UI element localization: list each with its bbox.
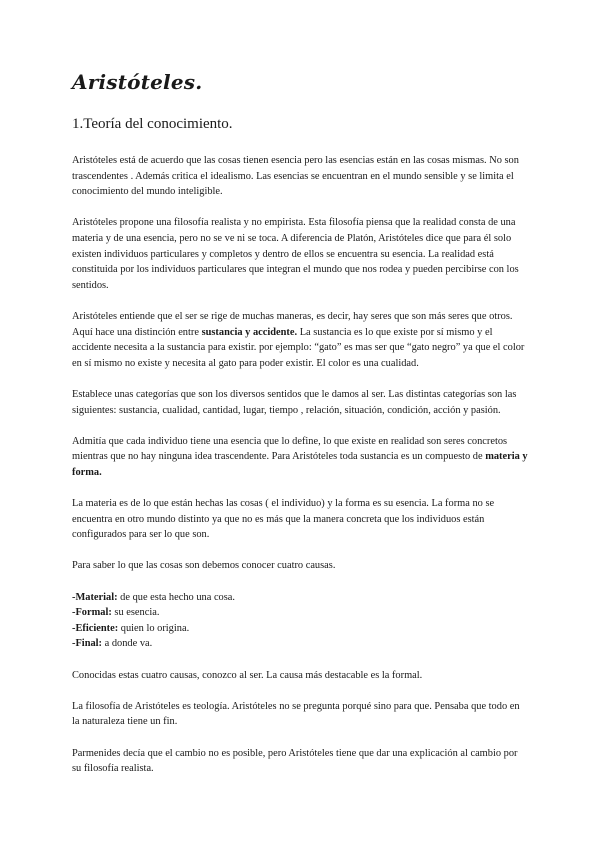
list-item-final [72, 636, 528, 652]
section-heading: 1.Teoría del conocimiento. [72, 116, 233, 132]
cause-description: a donde va. [102, 638, 153, 650]
paragraph-matter-form [72, 434, 528, 481]
paragraph-teleology: La filosofía de Aristóteles es teología. Aristóteles no se pregunta porqué sino para que. Pensaba que todo en la naturaleza tiene un fin. [72, 700, 520, 728]
paragraph-realism: Aristóteles propone una filosofía realista y no empirista. Esta filosofía piensa que la realidad consta de una materia y de una esencia, pero no se ve ni se toca. A diferencia de Platón, Aristóteles dice que para él solo existen individuos particulares y completos y dentro de ellos se encuentra su esencia. La realidad está constituida por los individuos particulares que integran el mundo que nos rodea y pueden percibirse con los sentidos. [72, 217, 519, 291]
paragraph-text: La sustancia es lo que existe por sí mismo y el accidente necesita a la sustancia para existir. por ejemplo: “gato” es mas ser que “gato negro” ya que el color en sí mismo no existe y necesita al gato para poder existir. El color es una cualidad. [72, 326, 525, 369]
list-item-formal [72, 605, 528, 621]
cause-term: -Formal: [72, 607, 112, 619]
bold-term-matter-form: materia y forma. [72, 451, 528, 478]
paragraph-essences: Aristóteles está de acuerdo que las cosas tienen esencia pero las esencias están en las cosas mismas. No son trascendentes . Además critica el idealismo. Las esencias se encuentran en el mundo sensible y se limita el conocimiento del mundo inteligible. [72, 155, 519, 198]
cause-description: quien lo origina. [118, 622, 190, 634]
cause-description: de que esta hecho una cosa. [117, 591, 236, 603]
four-causes-list [72, 590, 528, 652]
bold-term-substance-accident: sustancia y accidente. [201, 326, 298, 338]
list-item-eficiente [72, 621, 528, 637]
document-page [72, 70, 528, 792]
paragraph-text: Aristóteles entiende que el ser se rige de muchas maneras, es decir, hay seres que son más seres que otros. Aquí hace una distinción entre [72, 310, 513, 338]
cause-description: su esencia. [111, 607, 160, 619]
paragraph-substance-accident [72, 309, 528, 371]
cause-term: -Material: [72, 591, 118, 603]
paragraph-four-causes-intro: Para saber lo que las cosas son debemos conocer cuatro causas. [72, 560, 336, 572]
paragraph-text: Admitía que cada individuo tiene una esencia que lo define, lo que existe en realidad son seres concretos mientras que no hay ninguna idea trascendente. Para Aristóteles toda sustancia es un compuesto de [72, 435, 508, 463]
cause-term: -Final: [72, 638, 103, 650]
paragraph-categories: Establece unas categorías que son los diversos sentidos que le damos al ser. Las distintas categorías son las siguientes: sustancia, cualidad, cantidad, lugar, tiempo , relación, situación, condición, acción y pasión. [72, 388, 517, 416]
paragraph-matter-definition: La materia es de lo que están hechas las cosas ( el individuo) y la forma es su esencia. La forma no se encuentra en otro mundo distinto ya que no es más que la manera concreta que los individuos están configurados para ser lo que son. [72, 498, 495, 541]
paragraph-causes-conclusion: Conocidas estas cuatro causas, conozco al ser. La causa más destacable es la formal. [72, 669, 423, 681]
cause-term: -Eficiente: [72, 622, 119, 634]
paragraph-change: Parmenides decía que el cambio no es posible, pero Aristóteles tiene que dar una explicación al cambio por su filosofía realista. [72, 747, 518, 775]
document-title: Aristóteles. [72, 70, 203, 94]
list-item-material [72, 590, 528, 606]
